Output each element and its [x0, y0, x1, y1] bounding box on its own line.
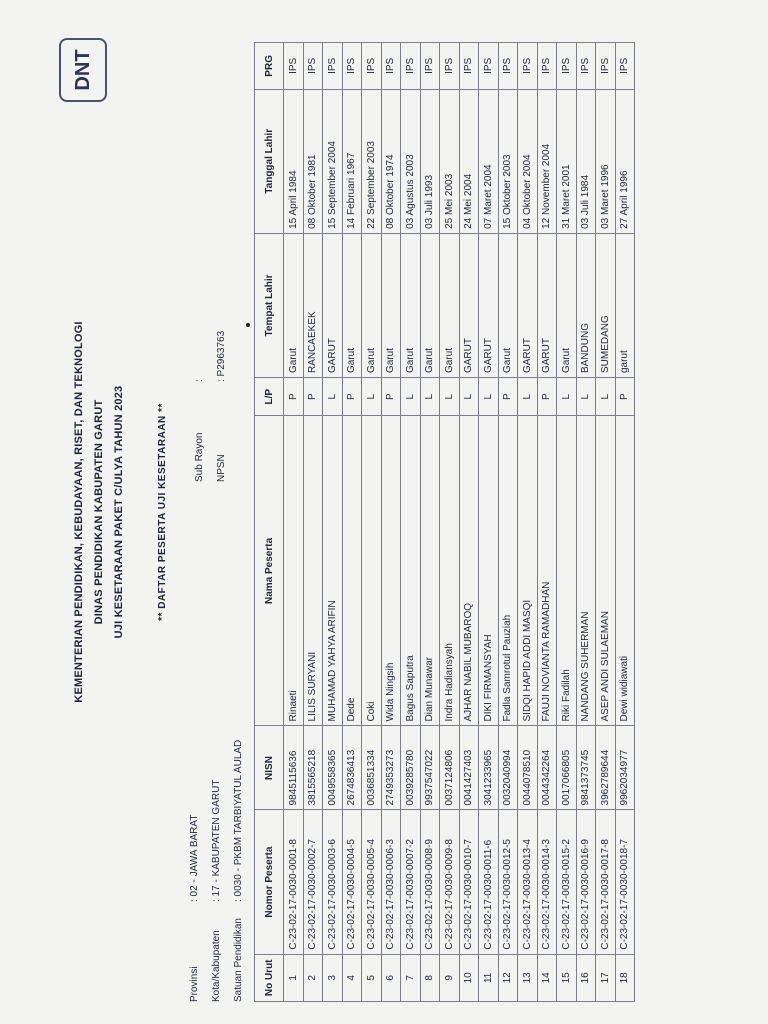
cell-nomor-peserta: C-23-02-17-0030-0013-4 [518, 810, 538, 954]
cell-no-urut: 13 [518, 954, 538, 1001]
cell-nisn: 0041427403 [459, 726, 479, 810]
meta-satuan-label: Satuan Pendidikan [233, 918, 244, 1002]
cell-lp: P [498, 378, 518, 416]
cell-nomor-peserta: C-23-02-17-0030-0015-2 [557, 810, 577, 954]
cell-nama-peserta: Indra Hadiansyah [440, 416, 460, 726]
cell-tempat-lahir: Garut [420, 233, 440, 377]
cell-nisn: 3041233965 [479, 726, 499, 810]
cell-tempat-lahir: Garut [362, 233, 382, 377]
cell-tempat-lahir: GARUT [537, 233, 557, 377]
header-exam: UJI KESETARAAN PAKET C/ULYA TAHUN 2023 [113, 385, 125, 639]
cell-nisn: 9841373745 [576, 726, 596, 810]
table-row [303, 43, 323, 1002]
cell-prg: IPS [440, 43, 460, 90]
cell-lp: L [557, 378, 577, 416]
cell-tempat-lahir: GARUT [479, 233, 499, 377]
cell-nisn: 0039285780 [401, 726, 421, 810]
table-row [440, 43, 460, 1002]
cell-tanggal-lahir: 22 September 2003 [362, 89, 382, 233]
cell-prg: IPS [342, 43, 362, 90]
cell-tanggal-lahir: 31 Maret 2001 [557, 89, 577, 233]
cell-nomor-peserta: C-23-02-17-0030-0006-3 [381, 810, 401, 954]
cell-tempat-lahir: Garut [342, 233, 362, 377]
cell-nisn: 9845115636 [284, 726, 304, 810]
cell-nomor-peserta: C-23-02-17-0030-0004-5 [342, 810, 362, 954]
cell-tanggal-lahir: 15 Oktober 2003 [498, 89, 518, 233]
cell-lp: P [303, 378, 323, 416]
cell-tanggal-lahir: 07 Maret 2004 [479, 89, 499, 233]
cell-nama-peserta: DIKI FIRMANSYAH [479, 416, 499, 726]
cell-tempat-lahir: Garut [498, 233, 518, 377]
cell-nama-peserta: Dewi widiawati [615, 416, 635, 726]
cell-nisn: 0032040994 [498, 726, 518, 810]
cell-tanggal-lahir: 08 Oktober 1974 [381, 89, 401, 233]
cell-nomor-peserta: C-23-02-17-0030-0018-7 [615, 810, 635, 954]
cell-tempat-lahir: BANDUNG [576, 233, 596, 377]
cell-nisn: 0036851334 [362, 726, 382, 810]
dnt-stamp: DNT [59, 38, 107, 102]
table-row [459, 43, 479, 1002]
cell-tanggal-lahir: 15 April 1984 [284, 89, 304, 233]
meta-subrayon-value: : [194, 379, 205, 382]
cell-nama-peserta: FAUJI NOVIANTA RAMADHAN [537, 416, 557, 726]
cell-tanggal-lahir: 08 Oktober 1981 [303, 89, 323, 233]
cell-prg: IPS [576, 43, 596, 90]
cell-nisn: 2674836413 [342, 726, 362, 810]
col-tempat-lahir: Tempat Lahir [255, 233, 284, 377]
cell-nomor-peserta: C-23-02-17-0030-0017-8 [596, 810, 616, 954]
col-nomor-peserta: Nomor Peserta [255, 810, 284, 954]
cell-prg: IPS [362, 43, 382, 90]
cell-no-urut: 16 [576, 954, 596, 1001]
cell-lp: L [362, 378, 382, 416]
cell-prg: IPS [498, 43, 518, 90]
cell-no-urut: 7 [401, 954, 421, 1001]
col-nisn: NISN [255, 726, 284, 810]
cell-prg: IPS [303, 43, 323, 90]
cell-tempat-lahir: RANCAEKEK [303, 233, 323, 377]
col-lp: L/P [255, 378, 284, 416]
meta-provinsi-label: Provinsi [189, 966, 200, 1002]
cell-nomor-peserta: C-23-02-17-0030-0005-4 [362, 810, 382, 954]
cell-nama-peserta: Rinaeti [284, 416, 304, 726]
cell-prg: IPS [537, 43, 557, 90]
cell-tanggal-lahir: 24 Mei 2004 [459, 89, 479, 233]
cell-lp: L [459, 378, 479, 416]
cell-nama-peserta: MUHAMAD YAHYA ARIFIN [323, 416, 343, 726]
cell-nisn: 0017066805 [557, 726, 577, 810]
meta-provinsi-value: : 02 - JAWA BARAT [189, 814, 200, 902]
cell-nama-peserta: Dian Munawar [420, 416, 440, 726]
cell-tempat-lahir: Garut [401, 233, 421, 377]
meta-satuan-value: : 0030 - PKBM TARBIYATUL AULAD [233, 739, 244, 902]
cell-nomor-peserta: C-23-02-17-0030-0007-2 [401, 810, 421, 954]
cell-nama-peserta: Coki [362, 416, 382, 726]
cell-nama-peserta: Wida Ningsih [381, 416, 401, 726]
table-row [284, 43, 304, 1002]
cell-nama-peserta: Bagus Saputra [401, 416, 421, 726]
cell-nisn: 3962789644 [596, 726, 616, 810]
cell-prg: IPS [479, 43, 499, 90]
cell-nomor-peserta: C-23-02-17-0030-0008-9 [420, 810, 440, 954]
cell-tempat-lahir: GARUT [323, 233, 343, 377]
cell-prg: IPS [401, 43, 421, 90]
cell-nisn: 0044078510 [518, 726, 538, 810]
cell-nama-peserta: Riki Fadilah [557, 416, 577, 726]
cell-no-urut: 10 [459, 954, 479, 1001]
cell-nomor-peserta: C-23-02-17-0030-0011-6 [479, 810, 499, 954]
table-row [576, 43, 596, 1002]
cell-nisn: 9937547022 [420, 726, 440, 810]
cell-no-urut: 2 [303, 954, 323, 1001]
cell-nisn: 9962034977 [615, 726, 635, 810]
col-prg: PRG [255, 43, 284, 90]
cell-no-urut: 8 [420, 954, 440, 1001]
table-row [498, 43, 518, 1002]
cell-tanggal-lahir: 03 Agustus 2003 [401, 89, 421, 233]
cell-no-urut: 11 [479, 954, 499, 1001]
cell-lp: L [323, 378, 343, 416]
table-row [615, 43, 635, 1002]
cell-nomor-peserta: C-23-02-17-0030-0014-3 [537, 810, 557, 954]
cell-nisn: 0037124806 [440, 726, 460, 810]
cell-nomor-peserta: C-23-02-17-0030-0009-8 [440, 810, 460, 954]
meta-kota-value: : 17 - KABUPATEN GARUT [211, 779, 222, 902]
cell-no-urut: 15 [557, 954, 577, 1001]
table-row [362, 43, 382, 1002]
cell-tempat-lahir: GARUT [459, 233, 479, 377]
col-tanggal-lahir: Tanggal Lahir [255, 89, 284, 233]
table-row [420, 43, 440, 1002]
meta-subrayon [189, 331, 211, 482]
table-row [401, 43, 421, 1002]
cell-tempat-lahir: GARUT [518, 233, 538, 377]
cell-tanggal-lahir: 03 Juli 1993 [420, 89, 440, 233]
cell-nama-peserta: LILIS SURYANI [303, 416, 323, 726]
cell-lp: L [440, 378, 460, 416]
cell-tanggal-lahir: 03 Maret 1996 [596, 89, 616, 233]
meta-left [184, 740, 250, 1002]
cell-lp: L [518, 378, 538, 416]
cell-no-urut: 4 [342, 954, 362, 1001]
table-row [518, 43, 538, 1002]
cell-prg: IPS [323, 43, 343, 90]
cell-tempat-lahir: Garut [440, 233, 460, 377]
cell-lp: P [381, 378, 401, 416]
cell-no-urut: 6 [381, 954, 401, 1001]
cell-prg: IPS [284, 43, 304, 90]
table-header-row [255, 43, 284, 1002]
participant-table [254, 42, 635, 1002]
cell-no-urut: 18 [615, 954, 635, 1001]
cell-prg: IPS [381, 43, 401, 90]
ink-dot [246, 323, 250, 327]
table-row [596, 43, 616, 1002]
cell-prg: IPS [459, 43, 479, 90]
cell-prg: IPS [557, 43, 577, 90]
cell-nomor-peserta: C-23-02-17-0030-0003-6 [323, 810, 343, 954]
cell-lp: P [284, 378, 304, 416]
cell-lp: L [596, 378, 616, 416]
cell-tempat-lahir: Garut [557, 233, 577, 377]
meta-satuan [228, 740, 250, 1002]
cell-no-urut: 17 [596, 954, 616, 1001]
cell-nisn: 2749353273 [381, 726, 401, 810]
cell-no-urut: 12 [498, 954, 518, 1001]
cell-nisn: 0049558365 [323, 726, 343, 810]
cell-tanggal-lahir: 03 Juli 1984 [576, 89, 596, 233]
table-row [323, 43, 343, 1002]
cell-no-urut: 5 [362, 954, 382, 1001]
cell-nama-peserta: Dede [342, 416, 362, 726]
cell-tempat-lahir: Garut [381, 233, 401, 377]
cell-lp: L [479, 378, 499, 416]
cell-nisn: 3815565218 [303, 726, 323, 810]
cell-nama-peserta: Fadla Samrotul Pauziah [498, 416, 518, 726]
cell-lp: L [576, 378, 596, 416]
meta-provinsi [184, 740, 206, 1002]
meta-kota-label: Kota/Kabupaten [211, 930, 222, 1002]
table-row [557, 43, 577, 1002]
cell-tanggal-lahir: 14 Februari 1967 [342, 89, 362, 233]
cell-no-urut: 1 [284, 954, 304, 1001]
header-department: DINAS PENDIDIKAN KABUPATEN GARUT [93, 399, 105, 625]
meta-kota [206, 740, 228, 1002]
table-row [537, 43, 557, 1002]
cell-tanggal-lahir: 12 November 2004 [537, 89, 557, 233]
cell-lp: P [537, 378, 557, 416]
cell-tempat-lahir: garut [615, 233, 635, 377]
table-row [381, 43, 401, 1002]
cell-lp: L [420, 378, 440, 416]
meta-npsn-label: NPSN [216, 454, 227, 482]
cell-no-urut: 3 [323, 954, 343, 1001]
meta-npsn [211, 331, 233, 482]
cell-tempat-lahir: SUMEDANG [596, 233, 616, 377]
cell-tanggal-lahir: 25 Mei 2003 [440, 89, 460, 233]
document-header [69, 12, 129, 1012]
col-no-urut: No Urut [255, 954, 284, 1001]
cell-lp: P [342, 378, 362, 416]
cell-tempat-lahir: Garut [284, 233, 304, 377]
header-ministry: KEMENTERIAN PENDIDIKAN, KEBUDAYAAN, RISET, DAN TEKNOLOGI [73, 321, 85, 703]
cell-prg: IPS [518, 43, 538, 90]
cell-prg: IPS [420, 43, 440, 90]
table-row [342, 43, 362, 1002]
cell-prg: IPS [596, 43, 616, 90]
cell-tanggal-lahir: 04 Oktober 2004 [518, 89, 538, 233]
cell-nama-peserta: ASEP ANDI SULAEMAN [596, 416, 616, 726]
cell-nama-peserta: AJHAR NABIL MUBAROQ [459, 416, 479, 726]
table-row [479, 43, 499, 1002]
cell-nomor-peserta: C-23-02-17-0030-0001-8 [284, 810, 304, 954]
cell-nomor-peserta: C-23-02-17-0030-0010-7 [459, 810, 479, 954]
document-subtitle: ** DAFTAR PESERTA UJI KESETARAAN ** [157, 403, 168, 621]
cell-no-urut: 9 [440, 954, 460, 1001]
meta-npsn-value: : P2963763 [216, 330, 227, 382]
meta-right [189, 331, 233, 482]
cell-lp: L [401, 378, 421, 416]
col-nama-peserta: Nama Peserta [255, 416, 284, 726]
cell-nomor-peserta: C-23-02-17-0030-0002-7 [303, 810, 323, 954]
cell-prg: IPS [615, 43, 635, 90]
cell-nisn: 0044342264 [537, 726, 557, 810]
cell-tanggal-lahir: 15 September 2004 [323, 89, 343, 233]
cell-lp: P [615, 378, 635, 416]
cell-no-urut: 14 [537, 954, 557, 1001]
cell-nomor-peserta: C-23-02-17-0030-0016-9 [576, 810, 596, 954]
meta-subrayon-label: Sub Rayon [194, 432, 205, 482]
cell-nomor-peserta: C-23-02-17-0030-0012-5 [498, 810, 518, 954]
cell-nama-peserta: SIDQI HAPID ADDI MASQI [518, 416, 538, 726]
cell-nama-peserta: NANDANG SUHERMAN [576, 416, 596, 726]
rotated-document [39, 12, 729, 1012]
cell-tanggal-lahir: 27 April 1996 [615, 89, 635, 233]
